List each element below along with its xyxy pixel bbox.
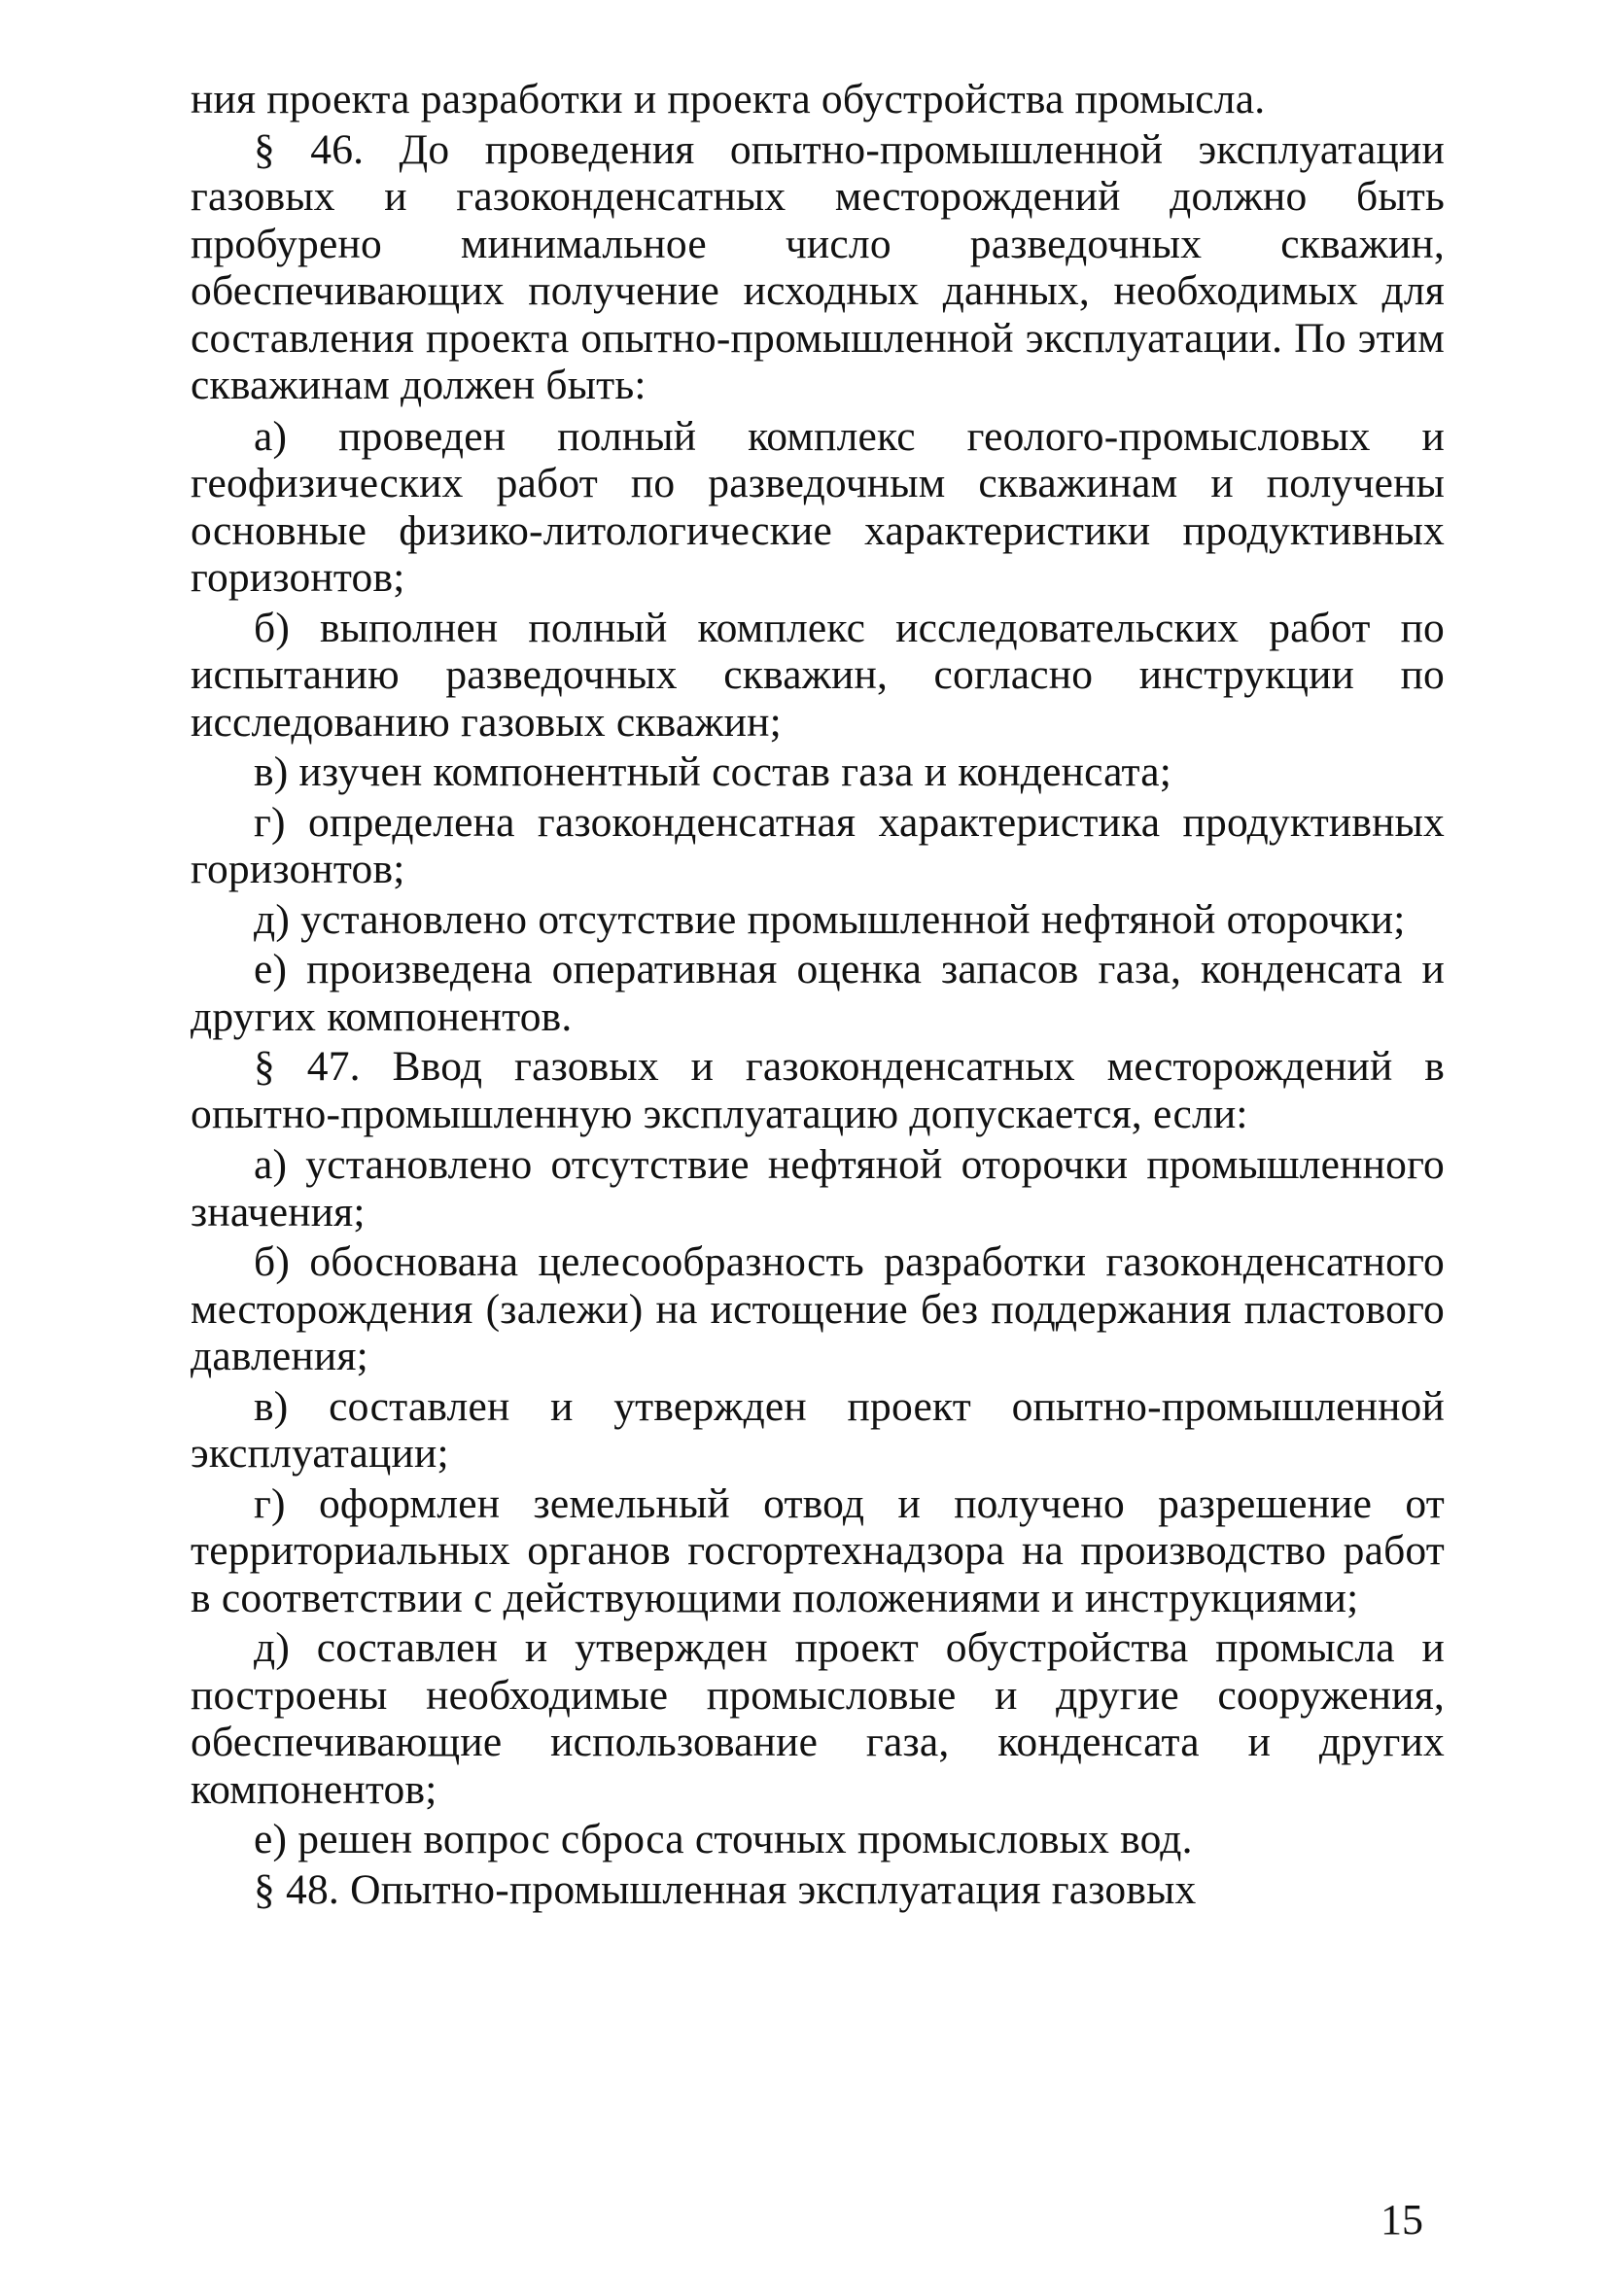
list-item-47g: г) оформлен земельный отвод и получено разрешение от территориальных органов госгортехнадзора на производство работ в соответствии с действующими положениями и инструкциями; <box>191 1479 1445 1621</box>
list-item-46v: в) изучен компонентный состав газа и конденсата; <box>254 748 1172 795</box>
section-47-paragraph: § 47. Ввод газовых и газоконденсатных месторождений в опытно-промышленную эксплуатацию допускается, если: <box>191 1043 1445 1137</box>
list-item-46e: е) произведена оперативная оценка запасов газа, конденсата и других компонентов. <box>191 946 1445 1040</box>
list-item-47e: е) решен вопрос сброса сточных промысловых вод. <box>254 1816 1193 1862</box>
list-item-46a: а) проведен полный комплекс геолого-промысловых и геофизических работ по разведочным скважинам и получены основные физико-литологические характеристики продуктивных горизонтов; <box>191 412 1445 601</box>
list-item-47b: б) обоснована целесообразность разработки газоконденсатного месторождения (залежи) на истощение без поддержания пластового давления; <box>191 1238 1445 1379</box>
list-item-47d: д) составлен и утвержден проект обустройства промысла и построены необходимые промысловые и другие сооружения, обеспечивающие использование газа, конденсата и других компонентов; <box>191 1624 1445 1813</box>
section-46-paragraph: § 46. До проведения опытно-промышленной эксплуатации газовых и газоконденсатных месторождений должно быть пробурено минимальное число разведочных скважин, обеспечивающих получение исходных данных, необходимых для составления проекта опытно-промышленной эксплуатации. По этим скважинам должен быть: <box>191 125 1445 408</box>
page-number: 15 <box>1381 2196 1423 2244</box>
list-item-46d: д) установлено отсутствие промышленной нефтяной оторочки; <box>254 895 1406 943</box>
list-item-47v: в) составлен и утвержден проект опытно-промышленной эксплуатации; <box>191 1382 1445 1477</box>
list-item-46b: б) выполнен полный комплекс исследовательских работ по испытанию разведочных скважин, согласно инструкции по исследованию газовых скважин; <box>191 604 1445 746</box>
list-item-46g: г) определена газоконденсатная характеристика продуктивных горизонтов; <box>191 798 1445 892</box>
document-page <box>191 76 1445 1916</box>
paragraph-continuation: ния проекта разработки и проекта обустройства промысла. <box>191 76 1266 122</box>
section-48-paragraph: § 48. Опытно-промышленная эксплуатация газовых <box>254 1865 1197 1913</box>
list-item-47a: а) установлено отсутствие нефтяной оторочки промышленного значения; <box>191 1141 1445 1235</box>
